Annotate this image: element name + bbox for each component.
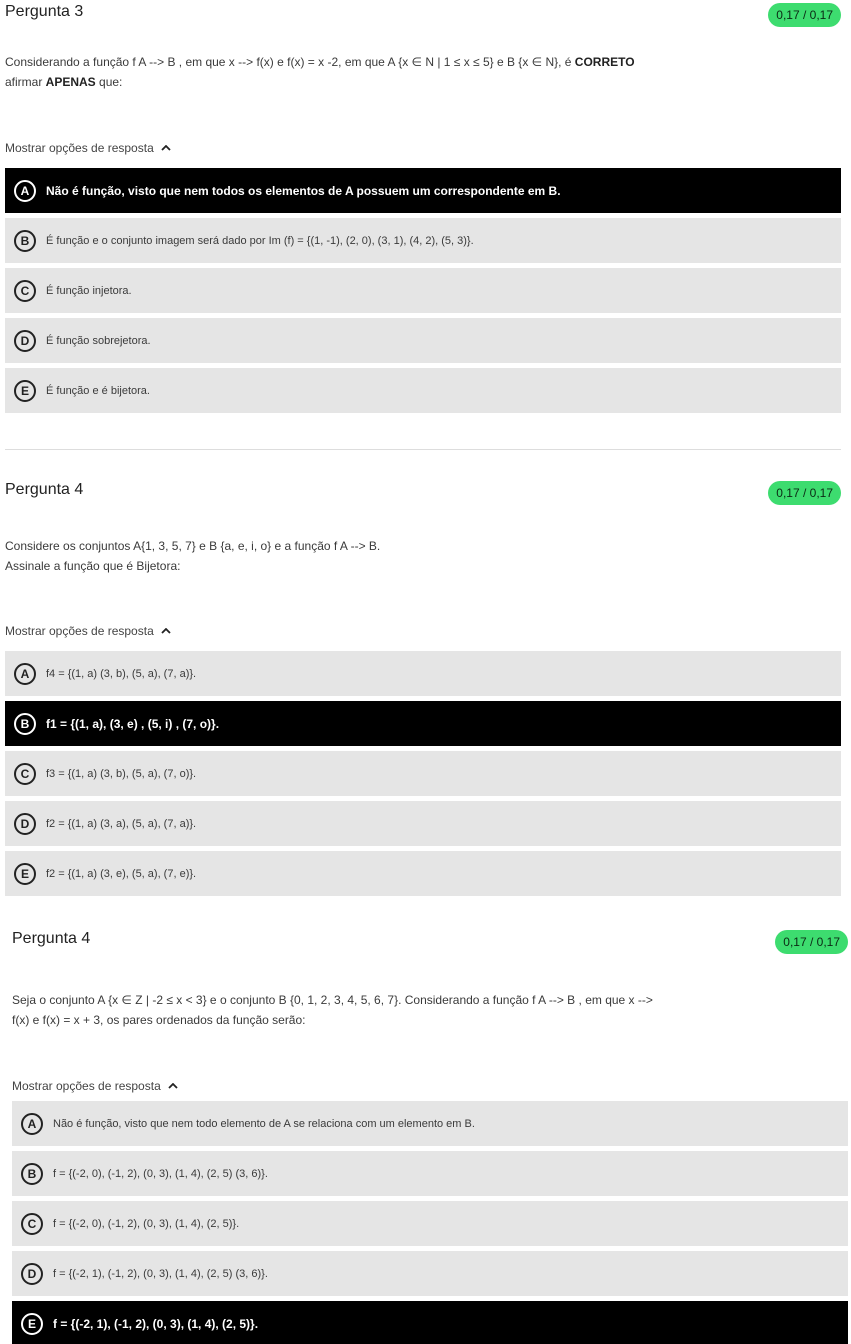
option-d[interactable] [5,801,841,846]
question-3 [5,0,841,398]
question-header [5,478,841,506]
option-letter: A [21,1113,43,1135]
option-text: f = {(-2, 1), (-1, 2), (0, 3), (1, 4), (2, 5)}. [53,1316,259,1331]
question-title: Pergunta 3 [5,3,84,20]
option-letter: A [14,663,36,685]
chevron-up-icon [168,1083,178,1089]
option-e[interactable] [5,368,841,413]
option-text: f = {(-2, 0), (-1, 2), (0, 3), (1, 4), (2, 5)}. [53,1217,240,1230]
option-c[interactable] [12,1201,848,1246]
score-badge: 0,17 / 0,17 [768,481,841,505]
show-answer-options-toggle[interactable]: Mostrar opções de resposta [12,1079,178,1093]
option-letter: B [14,230,36,252]
option-e[interactable] [12,1301,848,1344]
option-b[interactable] [5,218,841,263]
question-header [5,0,841,28]
option-letter: B [14,713,36,735]
option-text: f = {(-2, 1), (-1, 2), (0, 3), (1, 4), (2, 5) (3, 6)}. [53,1267,268,1280]
option-text: f = {(-2, 0), (-1, 2), (0, 3), (1, 4), (2, 5) (3, 6)}. [53,1167,268,1180]
option-a[interactable] [5,168,841,213]
option-a[interactable] [5,651,841,696]
option-d[interactable] [12,1251,848,1296]
question-title: Pergunta 4 [5,481,84,498]
question-text: Seja o conjunto A {x ∈ Z | -2 ≤ x < 3} e o conjunto B {0, 1, 2, 3, 4, 5, 6, 7}. Considerando a função f A --> B , em que x --> f(x) e f(x) = x + 3, os pares ordenados da função serão: [12,993,653,1027]
option-letter: D [21,1263,43,1285]
answer-options [5,651,841,901]
option-letter: E [21,1313,43,1335]
option-text: É função sobrejetora. [46,334,151,347]
question-title: Pergunta 4 [12,930,91,947]
option-letter: D [14,330,36,352]
option-letter: E [14,380,36,402]
option-text: f2 = {(1, a) (3, e), (5, a), (7, e)}. [46,867,197,880]
option-a[interactable] [12,1101,848,1146]
answer-options [5,168,841,418]
question-4 [5,478,841,881]
option-text: É função e o conjunto imagem será dado por Im (f) = {(1, -1), (2, 0), (3, 1), (4, 2), (5, 3)}. [46,234,474,247]
option-letter: D [14,813,36,835]
question-4b [12,927,848,1331]
option-text: Não é função, visto que nem todo elemento de A se relaciona com um elemento em B. [53,1117,475,1130]
option-text: f3 = {(1, a) (3, b), (5, a), (7, o)}. [46,767,197,780]
option-text: É função e é bijetora. [46,384,150,397]
chevron-up-icon [161,628,171,634]
question-header [12,927,848,955]
question-text: Considerando a função f A --> B , em que x --> f(x) e f(x) = x -2, em que A {x ∈ N | 1 ≤ x ≤ 5} e B {x ∈ N}, é CORRETO afirmar APENAS que: [5,55,635,89]
option-letter: C [21,1213,43,1235]
option-c[interactable] [5,268,841,313]
score-badge: 0,17 / 0,17 [775,930,848,954]
chevron-up-icon [161,145,171,151]
emphasis-apenas: APENAS [45,75,96,89]
answer-options [12,1101,848,1344]
option-b[interactable] [12,1151,848,1196]
question-text: Considere os conjuntos A{1, 3, 5, 7} e B {a, e, i, o} e a função f A --> B. Assinale a função que é Bijetora: [5,539,381,573]
option-letter: C [14,763,36,785]
option-letter: C [14,280,36,302]
show-answer-options-toggle[interactable]: Mostrar opções de resposta [5,141,171,155]
score-badge: 0,17 / 0,17 [768,3,841,27]
option-letter: A [14,180,36,202]
option-b[interactable] [5,701,841,746]
option-d[interactable] [5,318,841,363]
option-text: f1 = {(1, a), (3, e) , (5, i) , (7, o)}. [46,716,220,731]
option-c[interactable] [5,751,841,796]
option-text: Não é função, visto que nem todos os elementos de A possuem um correspondente em B. [46,183,561,198]
option-text: É função injetora. [46,284,132,297]
emphasis-correto: CORRETO [574,55,635,69]
option-letter: E [14,863,36,885]
show-answer-options-toggle[interactable]: Mostrar opções de resposta [5,624,171,638]
option-text: f4 = {(1, a) (3, b), (5, a), (7, a)}. [46,667,197,680]
option-e[interactable] [5,851,841,896]
option-text: f2 = {(1, a) (3, a), (5, a), (7, a)}. [46,817,197,830]
option-letter: B [21,1163,43,1185]
section-divider [5,449,841,450]
